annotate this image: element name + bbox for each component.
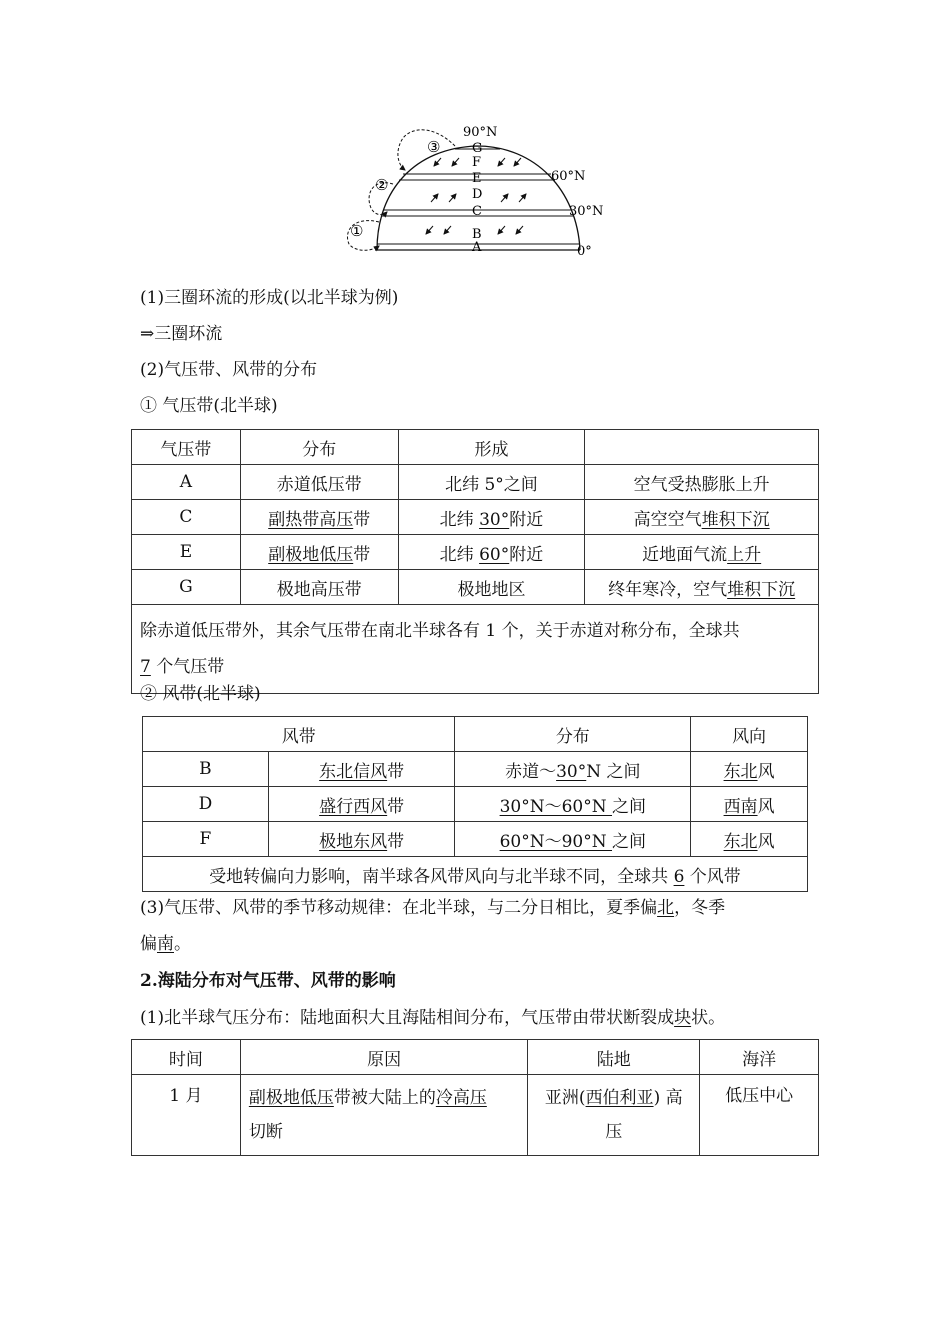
letter-d: D [472, 187, 483, 202]
table-row [132, 465, 819, 500]
cell-dist: 北纬 60°附近 [398, 535, 585, 570]
header-cell [585, 430, 819, 465]
p-pressure-heading: ① 气压带(北半球) [140, 396, 278, 416]
cell-name: F [143, 822, 269, 857]
cell-land: 亚洲(西伯利亚) 高 压 [528, 1075, 700, 1156]
pressure-belt-table [131, 429, 819, 694]
letter-f: F [472, 155, 482, 170]
cell-dist: 极地地区 [398, 570, 585, 605]
cell-form: 近地面气流上升 [585, 535, 819, 570]
cell-belt: 极地东风带 [268, 822, 455, 857]
table-row [132, 570, 819, 605]
header-cell: 分布 [240, 430, 398, 465]
cell-belt: 盛行西风带 [268, 787, 455, 822]
cell-cause: 副极地低压带被大陆上的冷高压 切断 [240, 1075, 528, 1156]
table-header-row [132, 430, 819, 465]
letter-c: C [472, 204, 482, 219]
header-cell: 风带 [143, 717, 455, 752]
cell-dist: 30°N～60°N 之间 [455, 787, 691, 822]
p-distribution: (2)气压带、风带的分布 [140, 360, 318, 380]
letter-b: B [472, 227, 482, 242]
header-cell: 分布 [455, 717, 691, 752]
cell-belt: 赤道低压带 [240, 465, 398, 500]
table-note-row [143, 857, 808, 892]
circulation-diagram [335, 120, 625, 260]
table-header-row [132, 1040, 819, 1075]
lat-label-0: 0° [577, 244, 592, 259]
header-cell: 海洋 [700, 1040, 819, 1075]
letter-g: G [472, 141, 483, 156]
table-row [143, 752, 808, 787]
header-cell: 时间 [132, 1040, 241, 1075]
table-row [132, 535, 819, 570]
wind-note: 受地转偏向力影响，南半球各风带风向与北半球不同，全球共 6 个风带 [143, 857, 808, 892]
header-cell: 原因 [240, 1040, 528, 1075]
header-cell: 形成 [398, 430, 585, 465]
cell-name: B [143, 752, 269, 787]
header-cell: 气压带 [132, 430, 241, 465]
cell-dir: 东北风 [691, 752, 808, 787]
lat-label-90n: 90°N [463, 125, 498, 140]
cell-dist: 60°N～90°N 之间 [455, 822, 691, 857]
cell-dist: 北纬 30°附近 [398, 500, 585, 535]
p-three-cell: ⇒三圈环流 [140, 324, 223, 344]
cell-name: C [132, 500, 241, 535]
header-cell: 风向 [691, 717, 808, 752]
cell-name: G [132, 570, 241, 605]
lat-label-30n: 30°N [569, 204, 604, 219]
wind-belt-table [142, 716, 808, 892]
cell-label-3: ③ [427, 138, 441, 156]
pressure-note: 除赤道低压带外，其余气压带在南北半球各有 1 个，关于赤道对称分布，全球共 7 个气压带 [132, 605, 819, 694]
p-season-line2: 偏南。 [140, 934, 191, 954]
cell-label-1: ① [350, 222, 364, 240]
cell-dir: 西南风 [691, 787, 808, 822]
cell-belt: 极地高压带 [240, 570, 398, 605]
header-cell: 陆地 [528, 1040, 700, 1075]
table-row [143, 822, 808, 857]
cell-dir: 东北风 [691, 822, 808, 857]
table-note-row [132, 605, 819, 694]
table-row [132, 1075, 819, 1156]
cell-form: 高空空气堆积下沉 [585, 500, 819, 535]
cell-time: 1 月 [132, 1075, 241, 1156]
cell-name: E [132, 535, 241, 570]
cell-form: 空气受热膨胀上升 [585, 465, 819, 500]
table-row [132, 500, 819, 535]
table-header-row [143, 717, 808, 752]
cell-name: A [132, 465, 241, 500]
cell-form: 终年寒冷，空气堆积下沉 [585, 570, 819, 605]
section2-title: 2.海陆分布对气压带、风带的影响 [140, 971, 396, 991]
cell-name: D [143, 787, 269, 822]
cell-dist: 赤道～30°N 之间 [455, 752, 691, 787]
cell-belt: 副极地低压带 [240, 535, 398, 570]
letter-e: E [472, 171, 482, 186]
cell-belt: 东北信风带 [268, 752, 455, 787]
cell-dist: 北纬 5°之间 [398, 465, 585, 500]
lat-label-60n: 60°N [551, 169, 586, 184]
p-wind-heading: ② 风带(北半球) [140, 684, 261, 704]
p-circulation-formation: (1)三圈环流的形成(以北半球为例) [140, 288, 399, 308]
letter-a: A [472, 240, 482, 255]
land-sea-table [131, 1039, 819, 1156]
cell-label-2: ② [375, 176, 389, 194]
table-row [143, 787, 808, 822]
p-season-line1: (3)气压带、风带的季节移动规律：在北半球，与二分日相比，夏季偏北，冬季 [140, 898, 726, 918]
cell-sea: 低压中心 [700, 1075, 819, 1156]
p-nh-pressure: (1)北半球气压分布：陆地面积大且海陆相间分布，气压带由带状断裂成块状。 [140, 1008, 726, 1028]
cell-belt: 副热带高压带 [240, 500, 398, 535]
